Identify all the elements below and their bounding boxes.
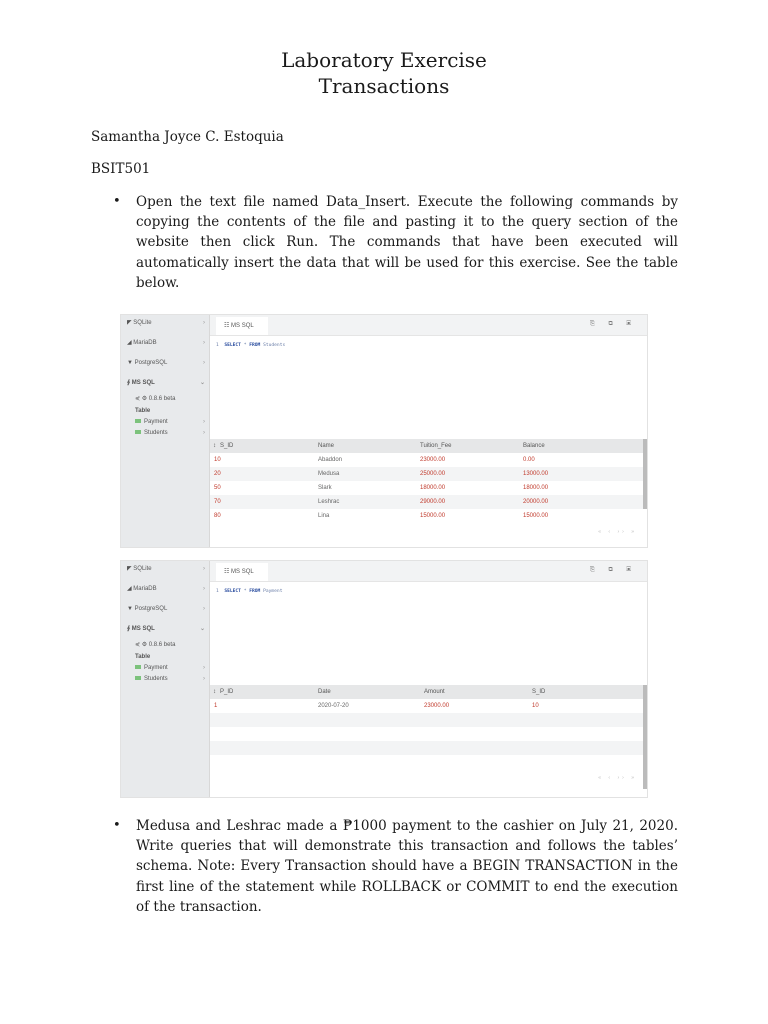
section-code: BSIT501: [91, 161, 151, 177]
result-grid: [210, 685, 643, 793]
vertical-scrollbar[interactable]: [643, 439, 647, 509]
chevron-right-icon: ›: [203, 340, 205, 346]
chevron-right-icon: ›: [203, 430, 205, 436]
chevron-right-icon: ›: [203, 320, 205, 326]
table-icon: [135, 430, 141, 434]
tab-mssql[interactable]: ☷ MS SQL: [216, 563, 268, 581]
empty-row: [210, 713, 643, 727]
table-item-payment[interactable]: Payment ›: [135, 664, 205, 672]
mssql-meta: ⋞ ⚙ 0.8.6 beta: [135, 396, 176, 402]
table-icon: [135, 665, 141, 669]
mssql-icon: ∮: [127, 380, 132, 386]
sort-icon: ↕: [213, 689, 216, 695]
table-icon: [135, 419, 141, 423]
empty-row: [210, 741, 643, 755]
grid-icon: ☷: [224, 323, 232, 329]
pagination-controls[interactable]: « ‹ ›› »: [598, 775, 637, 781]
bullet-glyph: •: [113, 194, 121, 209]
empty-row: [210, 727, 643, 741]
toolbar-icons[interactable]: ⎘ ⧉ ▣: [590, 567, 637, 573]
chevron-down-icon: ⌄: [199, 380, 205, 386]
column-header[interactable]: S_ID: [532, 689, 546, 695]
screenshot-students-query: [120, 314, 648, 548]
table-item-payment[interactable]: Payment ›: [135, 418, 205, 426]
screenshot-payment-query: [120, 560, 648, 798]
sidebar-item-mariadb[interactable]: ◢ MariaDB ›: [127, 340, 205, 346]
sidebar-item-postgresql[interactable]: ▼ PostgreSQL ›: [127, 606, 205, 612]
table-group-label: Table: [135, 408, 151, 414]
author-name: Samantha Joyce C. Estoquia: [91, 129, 284, 145]
empty-row: [210, 755, 643, 769]
mssql-meta: ⋞ ⚙ 0.8.6 beta: [135, 642, 176, 648]
chevron-right-icon: ›: [203, 606, 205, 612]
table-row: 1 2020-07-20 23000.00 10: [214, 703, 539, 709]
table-item-students[interactable]: Students ›: [135, 429, 205, 437]
sidebar-item-mssql[interactable]: ∮ MS SQL ⌄: [127, 380, 205, 386]
table-group-label: Table: [135, 654, 151, 660]
result-grid: [210, 439, 643, 543]
seal-icon: ◢: [127, 586, 134, 592]
table-row: 10 Abaddon 23000.00 0.00: [214, 457, 535, 463]
gear-icon: ⚙: [141, 642, 149, 648]
vertical-scrollbar[interactable]: [643, 685, 647, 789]
sidebar-item-sqlite[interactable]: ◤ SQLite ›: [127, 320, 205, 326]
sort-icon: ↕: [213, 443, 216, 449]
share-icon: ⋞: [135, 396, 142, 402]
seal-icon: ◢: [127, 340, 134, 346]
sidebar-item-postgresql[interactable]: ▼ PostgreSQL ›: [127, 360, 205, 366]
pagination-controls[interactable]: « ‹ ›› »: [598, 529, 637, 535]
sidebar-item-sqlite[interactable]: ◤ SQLite ›: [127, 566, 205, 572]
database-icon: ◤: [127, 320, 134, 326]
grid-header: [210, 685, 643, 699]
sidebar-item-mariadb[interactable]: ◢ MariaDB ›: [127, 586, 205, 592]
chevron-right-icon: ›: [203, 676, 205, 682]
bullet-item-2: [113, 816, 678, 917]
elephant-icon: ▼: [127, 606, 135, 612]
doc-title-line2: Transactions: [318, 74, 450, 98]
elephant-icon: ▼: [127, 360, 135, 366]
column-header[interactable]: Amount: [424, 689, 445, 695]
db-sidebar: [121, 315, 210, 547]
table-icon: [135, 676, 141, 680]
query-editor[interactable]: 1 SELECT * FROM Payment: [216, 589, 283, 594]
table-item-students[interactable]: Students ›: [135, 675, 205, 683]
bullet-glyph: •: [113, 818, 121, 833]
chevron-right-icon: ›: [203, 586, 205, 592]
db-sidebar: [121, 561, 210, 797]
table-row: 70 Leshrac 29000.00 20000.00: [210, 495, 643, 509]
chevron-right-icon: ›: [203, 419, 205, 425]
tab-mssql[interactable]: ☷ MS SQL: [216, 317, 268, 335]
column-header[interactable]: Tuition_Fee: [420, 443, 452, 449]
column-header[interactable]: Balance: [523, 443, 545, 449]
query-editor[interactable]: 1 SELECT * FROM Students: [216, 343, 286, 348]
table-row: 80 Lina 15000.00 15000.00: [214, 513, 549, 519]
column-header[interactable]: Date: [318, 689, 331, 695]
editor-area: [210, 561, 647, 797]
grid-header: [210, 439, 643, 453]
sidebar-item-mssql[interactable]: ∮ MS SQL ⌄: [127, 626, 205, 632]
grid-icon: ☷: [224, 569, 232, 575]
tab-bar: [210, 561, 647, 582]
line-number: 1: [216, 589, 219, 594]
table-row: 20 Medusa 25000.00 13000.00: [210, 467, 643, 481]
chevron-right-icon: ›: [203, 665, 205, 671]
editor-area: [210, 315, 647, 547]
bullet-text-2: Medusa and Leshrac made a ₱1000 payment to the cashier on July 21, 2020. Write queries that will demonstrate this transaction and follows the tables’ schema. Note: Every Transaction should have a BEGIN TRANSACTION in the first line of the statement while ROLLBACK or COMMIT to end the execution of the transaction.: [136, 818, 678, 915]
toolbar-icons[interactable]: ⎘ ⧉ ▣: [590, 321, 637, 327]
bullet-item-1: [113, 192, 678, 293]
gear-icon: ⚙: [141, 396, 149, 402]
chevron-right-icon: ›: [203, 566, 205, 572]
chevron-right-icon: ›: [203, 360, 205, 366]
line-number: 1: [216, 343, 219, 348]
doc-title-line1: Laboratory Exercise: [281, 48, 487, 72]
chevron-down-icon: ⌄: [199, 626, 205, 632]
column-header[interactable]: Name: [318, 443, 335, 449]
column-header[interactable]: P_ID: [220, 689, 234, 695]
tab-bar: [210, 315, 647, 336]
database-icon: ◤: [127, 566, 134, 572]
column-header[interactable]: S_ID: [220, 443, 234, 449]
table-row: 50 Slark 18000.00 18000.00: [214, 485, 549, 491]
share-icon: ⋞: [135, 642, 142, 648]
mssql-icon: ∮: [127, 626, 132, 632]
bullet-text-1: Open the text file named Data_Insert. Execute the following commands by copying the contents of the file and pasting it to the query section of the website then click Run. The commands that have been executed will automatically insert the data that will be used for this exercise. See the table below.: [136, 194, 678, 291]
